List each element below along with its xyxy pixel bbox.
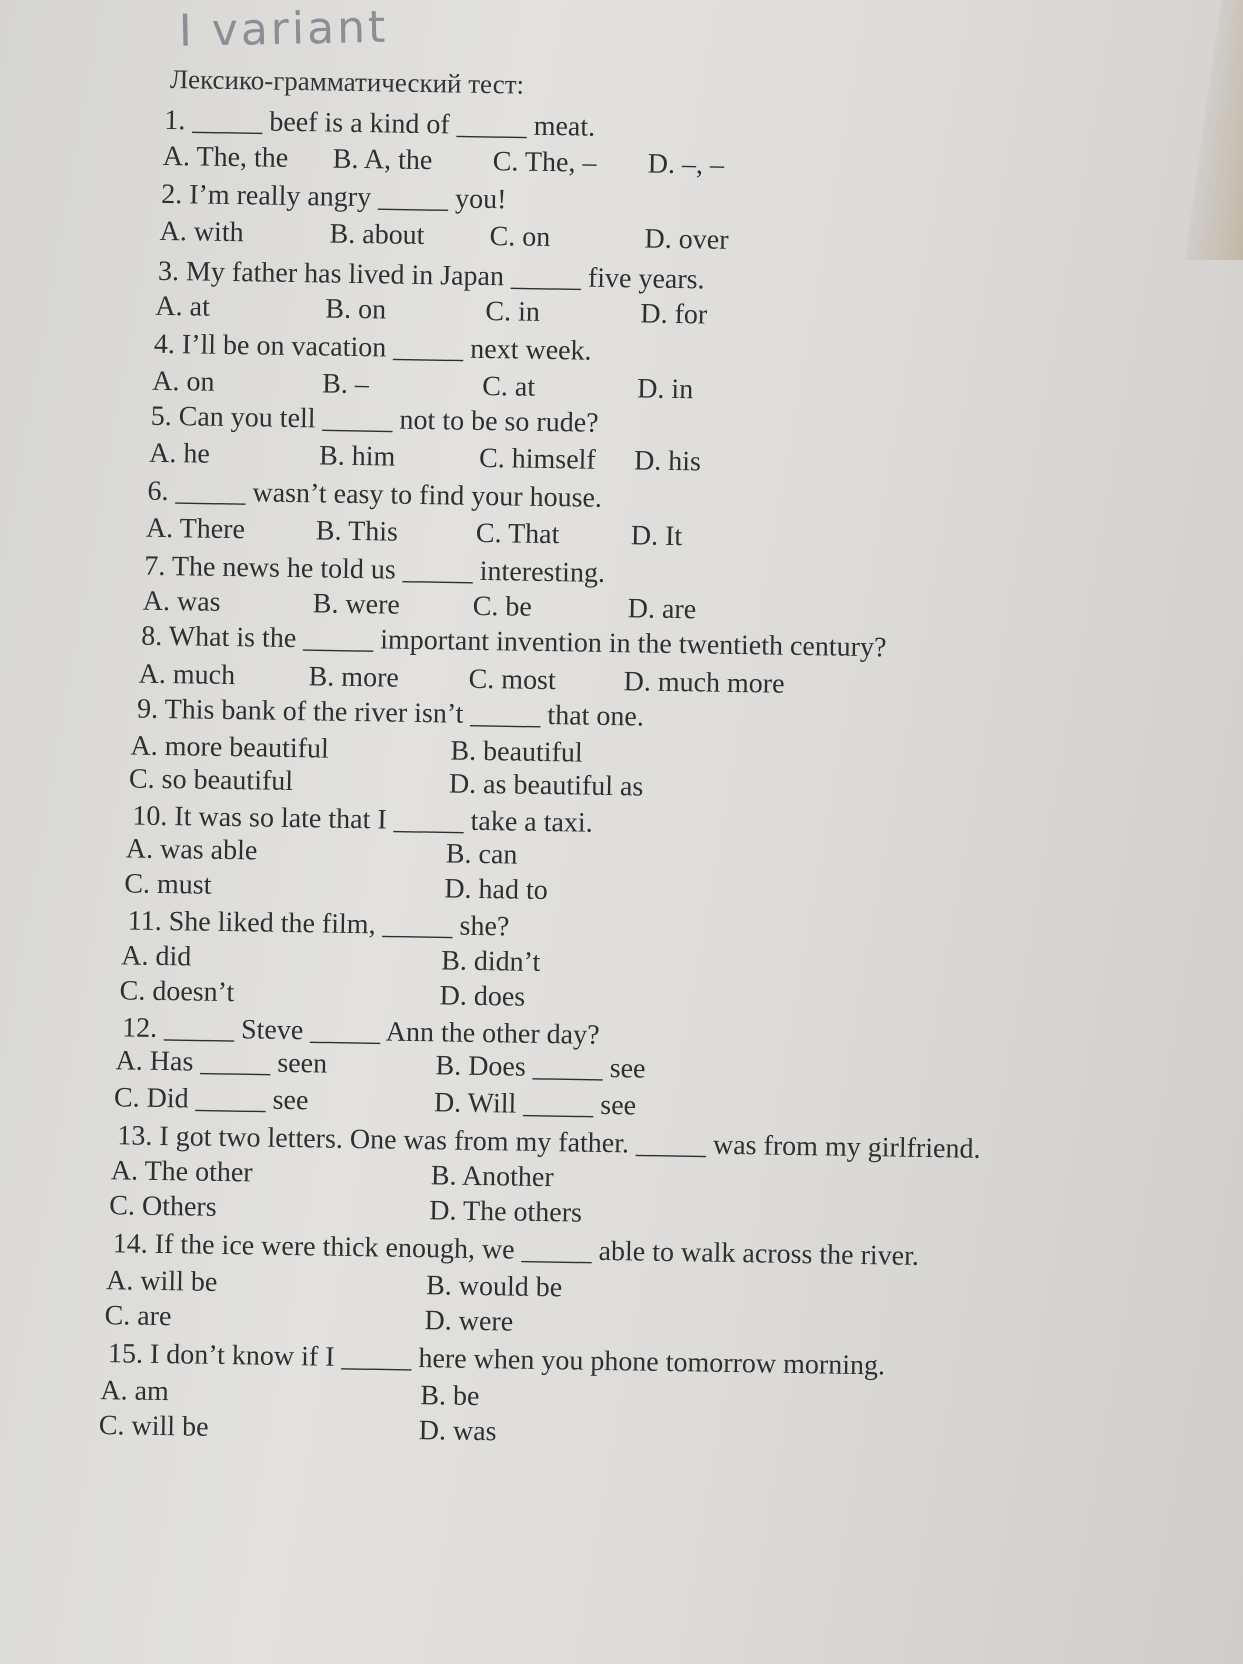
- answer-option: A. The other: [110, 1155, 253, 1189]
- answer-option: C. Did _____ see: [113, 1082, 309, 1117]
- answer-option: C. must: [124, 868, 212, 901]
- answer-option: D. in: [636, 373, 694, 406]
- answer-option: A. more beautiful: [130, 730, 330, 765]
- question-text: 2. I’m really angry _____ you!: [160, 178, 507, 216]
- question-text: 4. I’ll be on vacation _____ next week.: [153, 328, 592, 367]
- answer-option: A. with: [159, 215, 244, 249]
- answer-option: B. A, the: [332, 143, 433, 177]
- answer-option: A. he: [148, 437, 211, 470]
- answer-option: A. was: [142, 585, 221, 618]
- question-text: 5. Can you tell _____ not to be so rude?: [150, 400, 599, 439]
- answer-option: D. was: [418, 1415, 497, 1448]
- answer-option: C. so beautiful: [128, 763, 294, 798]
- answer-option: D. over: [644, 223, 729, 256]
- question-text: 11. She liked the film, _____ she?: [127, 905, 510, 943]
- test-heading: Лексико-грамматический тест:: [169, 64, 525, 100]
- question-text: 13. I got two letters. One was from my father. _____ was from my girlfriend.: [117, 1120, 981, 1165]
- answer-option: A. much: [138, 658, 236, 692]
- answer-option: B. can: [445, 838, 518, 871]
- answer-option: C. at: [481, 370, 536, 403]
- question-text: 1. _____ beef is a kind of _____ meat.: [164, 104, 596, 143]
- answer-option: C. in: [485, 295, 541, 328]
- answer-option: A. The, the: [162, 140, 289, 174]
- answer-option: D. Will _____ see: [433, 1087, 637, 1122]
- question-text: 3. My father has lived in Japan _____ five years.: [157, 255, 705, 296]
- answer-option: B. –: [322, 368, 370, 401]
- answer-option: B. about: [329, 218, 425, 252]
- question-text: 10. It was so late that I _____ take a taxi.: [132, 800, 593, 839]
- question-text: 6. _____ wasn’t easy to find your house.: [147, 475, 603, 514]
- answer-option: C. himself: [478, 442, 596, 476]
- answer-option: D. as beautiful as: [448, 768, 644, 803]
- answer-option: A. There: [145, 512, 246, 546]
- answer-option: C. doesn’t: [119, 975, 235, 1009]
- answer-option: D. were: [424, 1305, 514, 1338]
- question-text: 7. The news he told us _____ interesting.: [144, 550, 606, 589]
- answer-option: D. for: [640, 298, 708, 331]
- answer-option: A. Has _____ seen: [115, 1045, 328, 1080]
- answer-option: D. much more: [623, 666, 785, 700]
- handwritten-variant-note: I variant: [178, 1, 389, 57]
- question-text: 8. What is the _____ important invention in the twentieth century?: [141, 620, 887, 664]
- answer-option: B. would be: [425, 1270, 563, 1304]
- answer-option: B. This: [315, 515, 399, 548]
- answer-option: B. didn’t: [440, 945, 541, 978]
- question-text: 9. This bank of the river isn’t _____ that one.: [136, 693, 645, 733]
- answer-option: D. –, –: [647, 148, 725, 181]
- answer-option: C. be: [472, 590, 533, 623]
- answer-option: D. It: [630, 520, 683, 553]
- answer-option: D. his: [633, 445, 702, 478]
- answer-option: B. on: [325, 293, 387, 326]
- answer-option: B. be: [420, 1380, 480, 1413]
- question-text: 14. If the ice were thick enough, we _____ able to walk across the river.: [112, 1228, 920, 1272]
- answer-option: A. am: [100, 1375, 170, 1408]
- answer-option: D. The others: [429, 1195, 583, 1229]
- answer-option: B. beautiful: [450, 735, 583, 769]
- answer-option: A. will be: [105, 1265, 218, 1298]
- answer-option: C. most: [468, 663, 556, 697]
- answer-option: A. did: [120, 940, 192, 973]
- question-text: 12. _____ Steve _____ Ann the other day?: [121, 1012, 600, 1051]
- answer-option: C. Others: [109, 1190, 217, 1223]
- answer-option: B. were: [312, 588, 401, 621]
- answer-option: D. does: [439, 980, 526, 1013]
- answer-option: C. The, –: [492, 146, 597, 179]
- answer-option: A. was able: [125, 833, 258, 867]
- answer-option: B. more: [308, 661, 400, 694]
- answer-option: A. on: [152, 365, 215, 398]
- answer-option: C. That: [475, 517, 560, 551]
- question-text: 15. I don’t know if I _____ here when you phone tomorrow morning.: [107, 1338, 886, 1382]
- answer-option: B. Another: [430, 1160, 554, 1194]
- answer-option: C. are: [104, 1300, 172, 1333]
- answer-option: B. him: [318, 440, 396, 473]
- answer-option: C. on: [489, 221, 551, 253]
- answer-option: B. Does _____ see: [435, 1050, 646, 1085]
- answer-option: C. will be: [98, 1410, 209, 1443]
- answer-option: D. are: [627, 593, 697, 626]
- answer-option: D. had to: [444, 873, 548, 907]
- answer-option: A. at: [155, 290, 211, 323]
